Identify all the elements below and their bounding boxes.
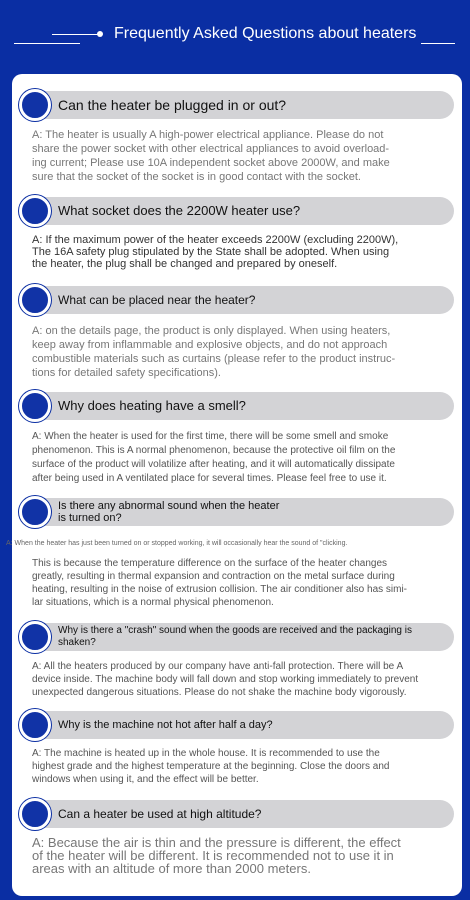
answer-line: the heater, the plug shall be changed and prepared by oneself. — [32, 258, 338, 270]
faq-answer — [32, 430, 438, 486]
answer-line: share the power socket with other electrical appliances to avoid overload- — [32, 143, 390, 155]
bullet-circle-icon — [19, 621, 51, 653]
faq-answer — [32, 234, 438, 270]
answer-line: device inside. The machine body will fall down and stop working immediately to prevent — [32, 674, 419, 685]
answer-line: combustible materials such as curtains (please refer to the product instruc- — [32, 353, 396, 365]
faq-question-bar[interactable] — [24, 623, 454, 651]
decorative-line — [421, 43, 455, 44]
answer-line: areas with an altitude of more than 2000 meters. — [32, 861, 311, 876]
answer-line: The 16A safety plug stipulated by the State shall be adopted. When using — [32, 246, 390, 258]
answer-line: A: on the details page, the product is only displayed. When using heaters, — [32, 325, 391, 337]
answer-line: windows when using it, and the effect will be better. — [32, 774, 259, 785]
answer-line: A: Because the air is thin and the pressure is different, the effect — [32, 835, 401, 850]
answer-line: after being used in A ventilated place for several times. Please feel free to use it. — [32, 473, 387, 484]
answer-line: A: The heater is usually A high-power electrical appliance. Please do not — [32, 129, 384, 141]
faq-answer — [32, 747, 438, 786]
faq-answer — [32, 324, 438, 380]
faq-question: Can the heater be plugged in or out? — [58, 97, 287, 113]
bullet-circle-icon — [19, 89, 51, 121]
answer-line: unexpected dangerous situations. Please do not shake the machine body vigorously. — [32, 687, 407, 698]
answer-line: A: When the heater is used for the first time, there will be some smell and smoke — [32, 431, 389, 442]
question-line: shaken? — [58, 637, 96, 648]
answer-line: A: If the maximum power of the heater exceeds 2200W (excluding 2200W), — [32, 234, 399, 246]
bullet-circle-icon — [19, 195, 51, 227]
bullet-circle-icon — [19, 496, 51, 528]
page-header — [0, 0, 470, 72]
faq-question-bar[interactable] — [24, 286, 454, 314]
faq-question — [58, 498, 446, 528]
question-line: Is there any abnormal sound when the heater — [58, 500, 280, 512]
faq-question: Why does heating have a smell? — [58, 398, 246, 413]
decorative-line — [52, 34, 100, 35]
decorative-dot — [97, 31, 103, 37]
answer-line: surface of the product will volatilize after heating, and it will automatically dissipate — [32, 459, 395, 470]
faq-answer — [32, 836, 438, 875]
faq-question-bar[interactable] — [24, 711, 454, 739]
answer-line: highest grade and the highest temperature at the beginning. Close the doors and — [32, 761, 390, 772]
faq-question-bar[interactable] — [24, 800, 454, 828]
faq-answer-note: A: When the heater has just been turned on or stopped working, it will occasionally hear the sound of "clicking. — [6, 540, 348, 547]
faq-question: Why is the machine not hot after half a day? — [58, 719, 273, 731]
faq-question: What can be placed near the heater? — [58, 293, 256, 307]
bullet-circle-icon — [19, 798, 51, 830]
page-title: Frequently Asked Questions about heaters — [114, 25, 417, 42]
answer-line: tions for detailed safety specifications). — [32, 367, 221, 379]
faq-question — [58, 623, 446, 653]
answer-line: A: The machine is heated up in the whole house. It is recommended to use the — [32, 748, 380, 759]
faq-answer — [32, 660, 438, 699]
answer-line: of the heater will be different. It is recommended not to use it in — [32, 848, 394, 863]
faq-question-bar[interactable] — [24, 91, 454, 119]
answer-line: heating, resulting in the noise of extrusion collision. The air conditioner also has simi- — [32, 584, 408, 595]
faq-question: Can a heater be used at high altitude? — [58, 807, 262, 821]
faq-answer — [32, 128, 438, 184]
answer-line: This is because the temperature difference on the surface of the heater changes — [32, 558, 388, 569]
decorative-line — [14, 43, 80, 44]
bullet-circle-icon — [19, 284, 51, 316]
answer-line: A: All the heaters produced by our company have anti-fall protection. There will be A — [32, 661, 404, 672]
question-line: is turned on? — [58, 512, 122, 524]
question-line: Why is there a "crash" sound when the goods are received and the packaging is — [58, 625, 412, 636]
faq-answer — [32, 557, 438, 609]
answer-line: phenomenon. This is A normal phenomenon, because the protective oil film on the — [32, 445, 396, 456]
answer-line: lar situations, which is a normal physical phenomenon. — [32, 597, 274, 608]
answer-line: sure that the socket of the socket is in good contact with the socket. — [32, 171, 361, 183]
answer-line: ing current; Please use 10A independent socket above 2000W, and make — [32, 157, 390, 169]
faq-question-bar[interactable] — [24, 498, 454, 526]
faq-question-bar[interactable] — [24, 197, 454, 225]
answer-line: keep away from inflammable and explosive objects, and do not approach — [32, 339, 388, 351]
faq-question-bar[interactable] — [24, 392, 454, 420]
faq-question: What socket does the 2200W heater use? — [58, 203, 301, 218]
bullet-circle-icon — [19, 709, 51, 741]
answer-line: greatly, resulting in thermal expansion and contraction on the metal surface during — [32, 571, 395, 582]
bullet-circle-icon — [19, 390, 51, 422]
